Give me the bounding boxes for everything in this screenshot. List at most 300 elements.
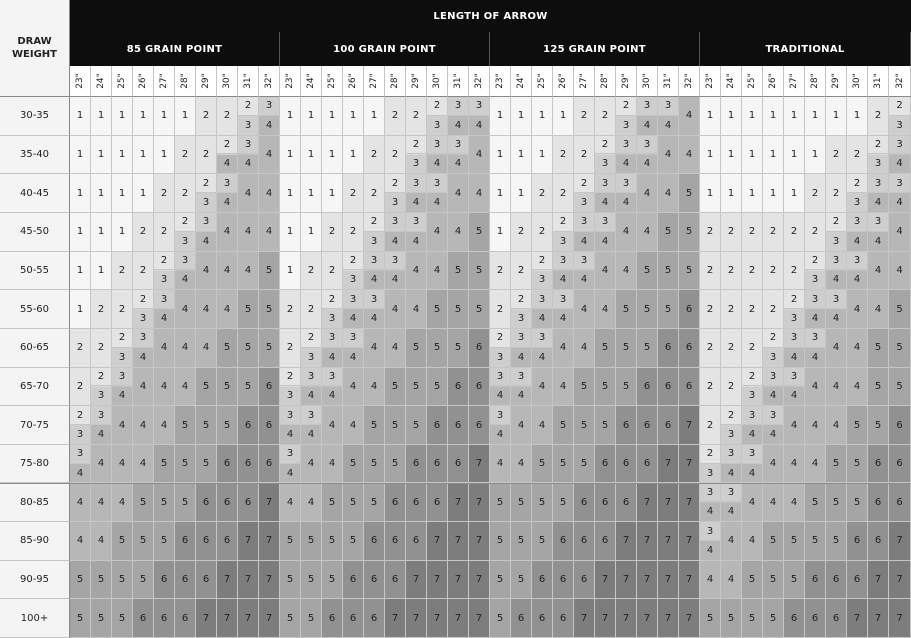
length-header: [805, 66, 826, 97]
cell-value-bottom: 3: [706, 467, 714, 479]
table-cell: [784, 213, 805, 252]
cell-value: 4: [139, 419, 147, 431]
cell-value: 4: [97, 496, 105, 508]
cell-value-bottom: 4: [97, 428, 105, 440]
table-cell: [763, 484, 784, 523]
table-cell: [742, 522, 763, 561]
cell-value: 6: [433, 419, 441, 431]
table-cell: [133, 252, 154, 291]
table-cell: [574, 561, 595, 600]
table-cell: [259, 252, 280, 291]
table-cell: [700, 136, 721, 175]
cell-value: 5: [160, 496, 168, 508]
cell-value: 4: [601, 303, 609, 315]
table-cell: [616, 329, 637, 368]
table-cell: [574, 213, 595, 252]
table-cell: [700, 599, 721, 638]
cell-value-bottom: 4: [223, 197, 231, 209]
length-label: 32": [894, 73, 905, 89]
cell-value: 1: [139, 148, 147, 160]
table-cell: [637, 329, 658, 368]
length-label: 23": [75, 73, 85, 89]
cell-value: 2: [748, 303, 756, 315]
table-cell: [637, 445, 658, 484]
table-cell: [721, 522, 742, 561]
table-cell: [721, 329, 742, 368]
table-cell: [469, 290, 490, 329]
length-label: 24": [96, 73, 106, 89]
cell-value-bottom: 3: [370, 235, 378, 247]
cell-value: 7: [433, 574, 441, 586]
cell-value-bottom: 3: [832, 235, 840, 247]
cell-value: 4: [685, 110, 693, 122]
cell-value: 1: [790, 110, 798, 122]
table-cell: [532, 174, 553, 213]
draw-weight-label: 85-90: [0, 522, 70, 561]
table-cell: [847, 368, 868, 407]
cell-value: 4: [391, 342, 399, 354]
cell-value: 4: [454, 187, 462, 199]
table-cell: [868, 252, 889, 291]
table-cell: [301, 174, 322, 213]
table-cell: [112, 561, 133, 600]
table-cell: [637, 213, 658, 252]
cell-value: 5: [727, 612, 735, 624]
table-cell: [112, 97, 133, 136]
table-cell: [532, 290, 553, 329]
table-cell: [133, 368, 154, 407]
table-cell: [532, 484, 553, 523]
cell-value: 6: [685, 380, 693, 392]
table-cell: [469, 136, 490, 175]
cell-value: 5: [412, 342, 420, 354]
table-cell: [553, 290, 574, 329]
cell-value: 4: [181, 380, 189, 392]
cell-value-top: 3: [217, 174, 237, 193]
cell-value-top: 2: [721, 406, 741, 425]
table-cell: [763, 445, 784, 484]
table-cell: [322, 213, 343, 252]
cell-value: 5: [748, 612, 756, 624]
table-cell: [637, 561, 658, 600]
cell-value: 2: [349, 187, 357, 199]
cell-value: 2: [76, 380, 84, 392]
cell-value: 6: [832, 612, 840, 624]
table-cell: [847, 136, 868, 175]
cell-value-bottom: 3: [769, 351, 777, 363]
cell-value: 2: [769, 226, 777, 238]
table-cell: [343, 252, 364, 291]
cell-value: 5: [307, 612, 315, 624]
length-label: 26": [768, 73, 778, 89]
table-cell: [574, 484, 595, 523]
length-header: [763, 66, 784, 97]
cell-value-bottom: 4: [727, 467, 735, 479]
cell-value: 4: [685, 148, 693, 160]
cell-value-top: 3: [322, 329, 342, 348]
cell-value-top: 3: [532, 290, 552, 309]
table-cell: [196, 136, 217, 175]
table-cell: [406, 174, 427, 213]
table-cell: [322, 252, 343, 291]
table-cell: [658, 290, 679, 329]
cell-value: 4: [433, 226, 441, 238]
cell-value: 6: [896, 458, 903, 470]
cell-value: 4: [76, 535, 84, 547]
table-cell: [847, 329, 868, 368]
cell-value: 6: [433, 496, 441, 508]
cell-value-bottom: 4: [370, 312, 378, 324]
cell-value: 5: [853, 458, 861, 470]
cell-value: 7: [685, 535, 693, 547]
cell-value: 5: [265, 342, 273, 354]
cell-value: 6: [202, 496, 210, 508]
cell-value-bottom: 4: [748, 428, 756, 440]
table-cell: [490, 97, 511, 136]
cell-value: 5: [160, 535, 168, 547]
table-cell: [343, 174, 364, 213]
table-cell: [133, 561, 154, 600]
cell-value: 4: [328, 458, 336, 470]
table-cell: [217, 136, 238, 175]
length-header: [469, 66, 490, 97]
table-cell: [259, 329, 280, 368]
cell-value: 7: [874, 612, 882, 624]
table-cell: [364, 136, 385, 175]
cell-value-top: 2: [322, 290, 342, 309]
table-cell: [784, 445, 805, 484]
cell-value: 4: [643, 226, 651, 238]
table-cell: [427, 406, 448, 445]
table-cell: [112, 368, 133, 407]
cell-value-top: 3: [658, 97, 678, 116]
table-cell: [658, 174, 679, 213]
table-cell: [637, 368, 658, 407]
table-cell: [763, 368, 784, 407]
cell-value: 5: [370, 419, 378, 431]
table-cell: [742, 174, 763, 213]
cell-value: 6: [391, 496, 399, 508]
cell-value-bottom: 4: [391, 235, 399, 247]
cell-value: 2: [706, 342, 714, 354]
cell-value-top: 2: [868, 136, 888, 155]
cell-value-top: 2: [574, 174, 594, 193]
table-cell: [889, 368, 911, 407]
cell-value: 1: [118, 226, 126, 238]
draw-weight-label: 45-50: [0, 213, 70, 252]
table-cell: [217, 445, 238, 484]
cell-value: 5: [622, 303, 630, 315]
table-cell: [679, 561, 700, 600]
table-cell: [889, 290, 911, 329]
cell-value: 5: [244, 342, 252, 354]
cell-value: 1: [76, 264, 84, 276]
cell-value-bottom: 3: [160, 274, 168, 286]
table-cell: [469, 522, 490, 561]
cell-value: 5: [307, 574, 315, 586]
table-cell: [385, 445, 406, 484]
cell-value: 7: [244, 574, 252, 586]
cell-value: 4: [853, 303, 861, 315]
table-cell: [826, 445, 847, 484]
cell-value: 4: [538, 419, 546, 431]
table-cell: [385, 136, 406, 175]
cell-value: 6: [896, 496, 903, 508]
length-label: 26": [558, 73, 568, 89]
cell-value: 4: [832, 419, 840, 431]
table-cell: [679, 484, 700, 523]
length-label: 28": [600, 73, 610, 89]
table-cell: [238, 213, 259, 252]
table-cell: [112, 174, 133, 213]
table-cell: [322, 174, 343, 213]
table-cell: [301, 561, 322, 600]
table-cell: [595, 484, 616, 523]
cell-value: 2: [853, 148, 861, 160]
table-cell: [868, 368, 889, 407]
cell-value: 2: [727, 380, 735, 392]
cell-value-top: 3: [889, 174, 910, 193]
cell-value-top: 3: [532, 329, 552, 348]
table-cell: [784, 97, 805, 136]
table-cell: [427, 97, 448, 136]
cell-value-top: 3: [595, 213, 615, 232]
table-cell: [532, 599, 553, 638]
table-cell: [490, 329, 511, 368]
cell-value-bottom: 4: [517, 351, 525, 363]
table-cell: [154, 97, 175, 136]
cell-value: 5: [538, 496, 546, 508]
length-header: [301, 66, 322, 97]
table-cell: [637, 484, 658, 523]
table-cell: [553, 561, 574, 600]
table-cell: [847, 97, 868, 136]
cell-value-bottom: 4: [706, 506, 714, 518]
cell-value: 5: [223, 419, 231, 431]
cell-value: 4: [307, 458, 315, 470]
table-cell: [91, 561, 112, 600]
draw-weight-label: 100+: [0, 599, 70, 638]
table-cell: [595, 599, 616, 638]
cell-value: 4: [832, 380, 840, 392]
cell-value: 1: [76, 226, 84, 238]
cell-value: 2: [223, 110, 231, 122]
cell-value: 5: [601, 380, 609, 392]
cell-value: 7: [475, 458, 483, 470]
cell-value: 4: [517, 419, 525, 431]
table-cell: [196, 213, 217, 252]
table-cell: [511, 213, 532, 252]
table-cell: [889, 599, 911, 638]
table-cell: [532, 522, 553, 561]
cell-value: 7: [622, 535, 630, 547]
cell-value-top: 3: [637, 97, 657, 116]
table-cell: [259, 368, 280, 407]
cell-value-bottom: 3: [874, 158, 882, 170]
table-cell: [469, 445, 490, 484]
cell-value-bottom: 4: [622, 158, 630, 170]
table-cell: [469, 406, 490, 445]
table-cell: [280, 561, 301, 600]
cell-value-top: 2: [490, 329, 510, 348]
table-cell: [154, 136, 175, 175]
cell-value-bottom: 4: [769, 428, 777, 440]
cell-value: 6: [412, 458, 420, 470]
cell-value: 2: [517, 264, 525, 276]
table-cell: [448, 599, 469, 638]
table-cell: [637, 252, 658, 291]
table-cell: [91, 213, 112, 252]
table-cell: [889, 484, 911, 523]
cell-value: 4: [139, 458, 147, 470]
cell-value: 2: [748, 226, 756, 238]
cell-value: 7: [265, 535, 273, 547]
cell-value-top: 3: [133, 329, 153, 348]
table-cell: [868, 599, 889, 638]
cell-value: 2: [286, 342, 294, 354]
table-cell: [889, 252, 911, 291]
table-cell: [427, 174, 448, 213]
table-cell: [238, 561, 259, 600]
table-cell: [301, 522, 322, 561]
cell-value: 5: [76, 612, 84, 624]
cell-value-bottom: 4: [832, 274, 840, 286]
cell-value: 5: [181, 458, 189, 470]
table-cell: [385, 522, 406, 561]
cell-value: 5: [517, 496, 525, 508]
cell-value: 4: [307, 496, 315, 508]
cell-value: 5: [202, 458, 210, 470]
cell-value: 1: [727, 148, 735, 160]
table-cell: [469, 599, 490, 638]
table-cell: [847, 484, 868, 523]
table-cell: [511, 522, 532, 561]
cell-value-top: 2: [301, 329, 321, 348]
cell-value: 6: [454, 380, 462, 392]
cell-value: 4: [223, 303, 231, 315]
cell-value-bottom: 4: [874, 235, 882, 247]
cell-value: 7: [685, 574, 693, 586]
table-cell: [826, 290, 847, 329]
table-cell: [679, 97, 700, 136]
length-label: 25": [117, 73, 127, 89]
cell-value-bottom: 4: [454, 158, 462, 170]
cell-value-top: 2: [742, 368, 762, 387]
table-cell: [742, 406, 763, 445]
table-cell: [616, 252, 637, 291]
cell-value: 1: [181, 110, 189, 122]
cell-value-top: 3: [364, 252, 384, 271]
cell-value: 5: [391, 419, 399, 431]
cell-value: 5: [160, 458, 168, 470]
table-cell: [763, 252, 784, 291]
cell-value: 2: [202, 110, 210, 122]
table-cell: [91, 599, 112, 638]
table-cell: [490, 368, 511, 407]
table-cell: [532, 368, 553, 407]
cell-value-bottom: 4: [433, 197, 441, 209]
cell-value: 6: [202, 574, 210, 586]
table-cell: [322, 136, 343, 175]
cell-value: 1: [349, 110, 357, 122]
length-header: [196, 66, 217, 97]
cell-value: 5: [832, 458, 840, 470]
table-cell: [679, 213, 700, 252]
cell-value-top: 3: [490, 368, 510, 387]
table-cell: [322, 561, 343, 600]
table-cell: [154, 406, 175, 445]
cell-value-top: 3: [301, 406, 321, 425]
cell-value: 6: [538, 574, 546, 586]
cell-value: 4: [727, 574, 735, 586]
table-cell: [217, 561, 238, 600]
table-cell: [385, 406, 406, 445]
cell-value: 6: [832, 574, 840, 586]
length-label: 31": [663, 73, 673, 89]
cell-value: 7: [265, 612, 273, 624]
cell-value-bottom: 4: [370, 274, 378, 286]
cell-value: 5: [496, 496, 504, 508]
cell-value: 5: [874, 342, 882, 354]
table-cell: [406, 484, 427, 523]
table-cell: [448, 97, 469, 136]
table-cell: [742, 97, 763, 136]
table-cell: [511, 484, 532, 523]
cell-value: 2: [118, 264, 126, 276]
cell-value-bottom: 3: [559, 235, 567, 247]
table-cell: [343, 522, 364, 561]
cell-value: 4: [769, 458, 777, 470]
cell-value-top: 3: [70, 445, 90, 464]
table-cell: [133, 445, 154, 484]
table-cell: [616, 484, 637, 523]
cell-value: 7: [391, 612, 399, 624]
table-cell: [238, 174, 259, 213]
cell-value-bottom: 4: [349, 351, 357, 363]
cell-value: 6: [454, 419, 462, 431]
cell-value: 1: [748, 187, 756, 199]
table-cell: [721, 368, 742, 407]
table-cell: [196, 484, 217, 523]
table-cell: [616, 406, 637, 445]
cell-value-bottom: 3: [496, 351, 504, 363]
table-cell: [616, 136, 637, 175]
table-cell: [679, 329, 700, 368]
table-cell: [385, 484, 406, 523]
length-label: 27": [369, 73, 379, 89]
cell-value: 6: [139, 612, 147, 624]
cell-value: 6: [664, 380, 672, 392]
table-cell: [133, 290, 154, 329]
cell-value: 5: [139, 574, 147, 586]
cell-value-top: 3: [553, 290, 573, 309]
cell-value-bottom: 3: [139, 312, 147, 324]
cell-value: 7: [622, 612, 630, 624]
cell-value: 4: [580, 303, 588, 315]
cell-value-top: 2: [133, 290, 153, 309]
table-cell: [175, 136, 196, 175]
table-cell: [826, 136, 847, 175]
cell-value-bottom: 4: [874, 197, 882, 209]
cell-value: 5: [349, 496, 357, 508]
table-cell: [616, 290, 637, 329]
cell-value-top: 3: [343, 290, 363, 309]
group-header-100-grain: 100 GRAIN POINT: [280, 32, 490, 66]
table-cell: [700, 174, 721, 213]
table-cell: [364, 329, 385, 368]
cell-value: 2: [727, 264, 735, 276]
table-cell: [238, 522, 259, 561]
